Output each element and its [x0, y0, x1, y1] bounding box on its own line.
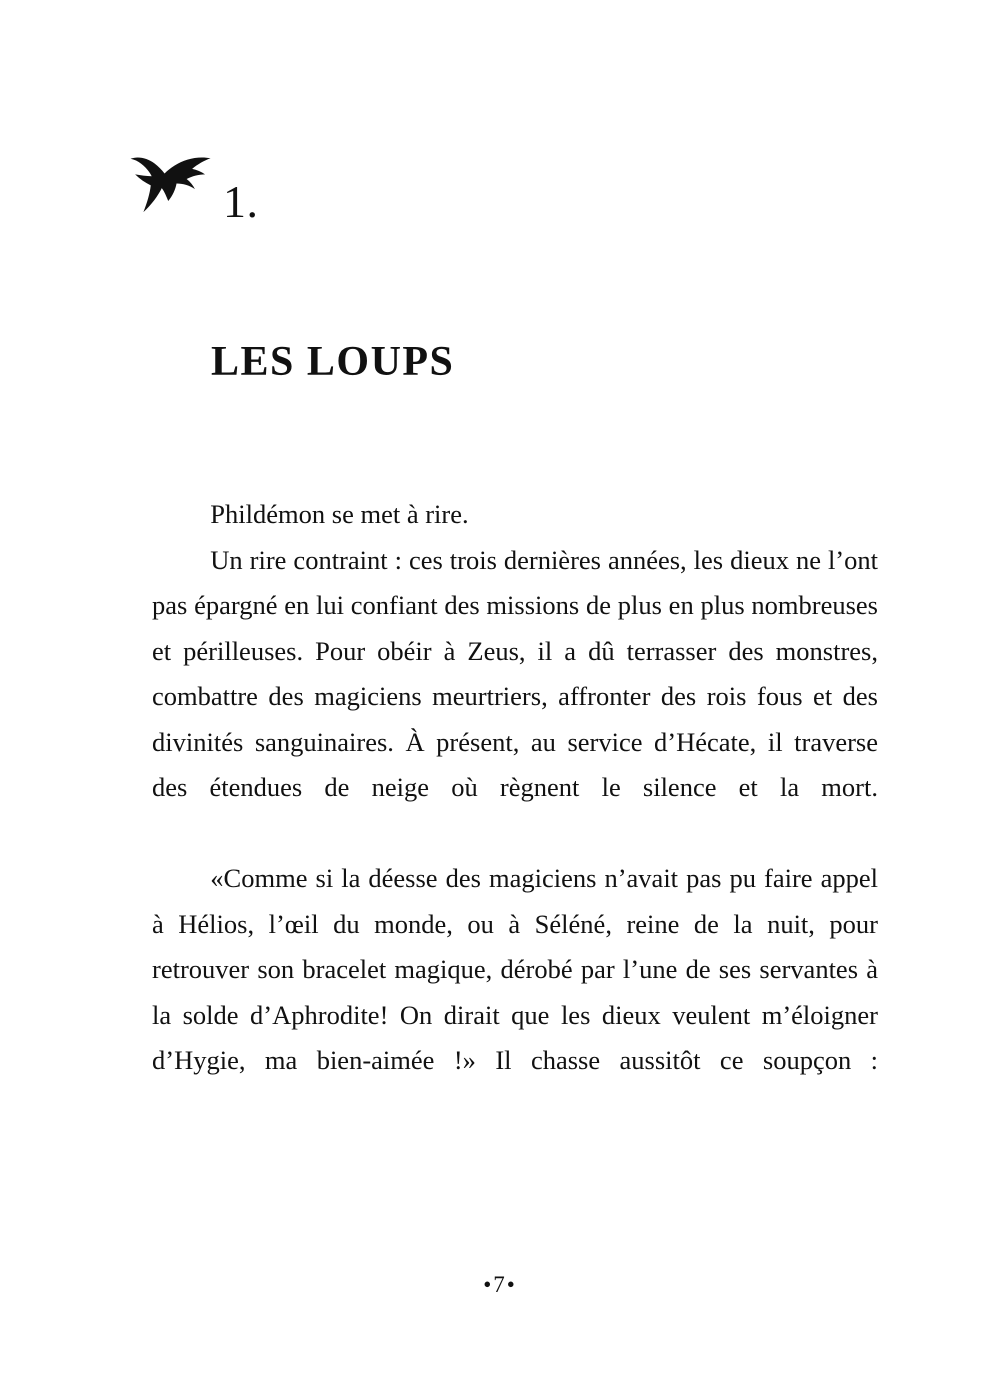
flying-bird-icon — [125, 140, 217, 240]
paragraph: Un rire contraint : ces trois dernières années, les dieux ne l’ont pas épargné en lui confiant des missions de plus en plus nombreuses et périlleuses. Pour obéir à Zeus, il a dû terrasser des monstres, combattre des magiciens meurtriers, affronter des rois fous et des divinités sanguinaires. À présent, au service d’Hécate, il traverse des étendues de neige où règnent le silence et la mort. — [152, 544, 878, 802]
body-text — [152, 492, 878, 1129]
chapter-heading — [125, 140, 259, 240]
chapter-number: 1. — [223, 176, 259, 227]
chapter-title: LES LOUPS — [211, 339, 455, 386]
paragraph: «Comme si la déesse des magiciens n’avait pas pu faire appel à Hélios, l’œil du monde, ou à Séléné, reine de la nuit, pour retrouver son bracelet magique, dérobé par l’une de ses servantes à la solde d’Aphrodite! On dirait que les dieux veulent m’éloigner d’Hygie, ma bien-aimée !» Il chasse aussitôt ce soupçon : — [152, 863, 878, 1075]
paragraph: Phildémon se met à rire. — [210, 499, 469, 529]
page-number: •7• — [483, 1272, 517, 1297]
